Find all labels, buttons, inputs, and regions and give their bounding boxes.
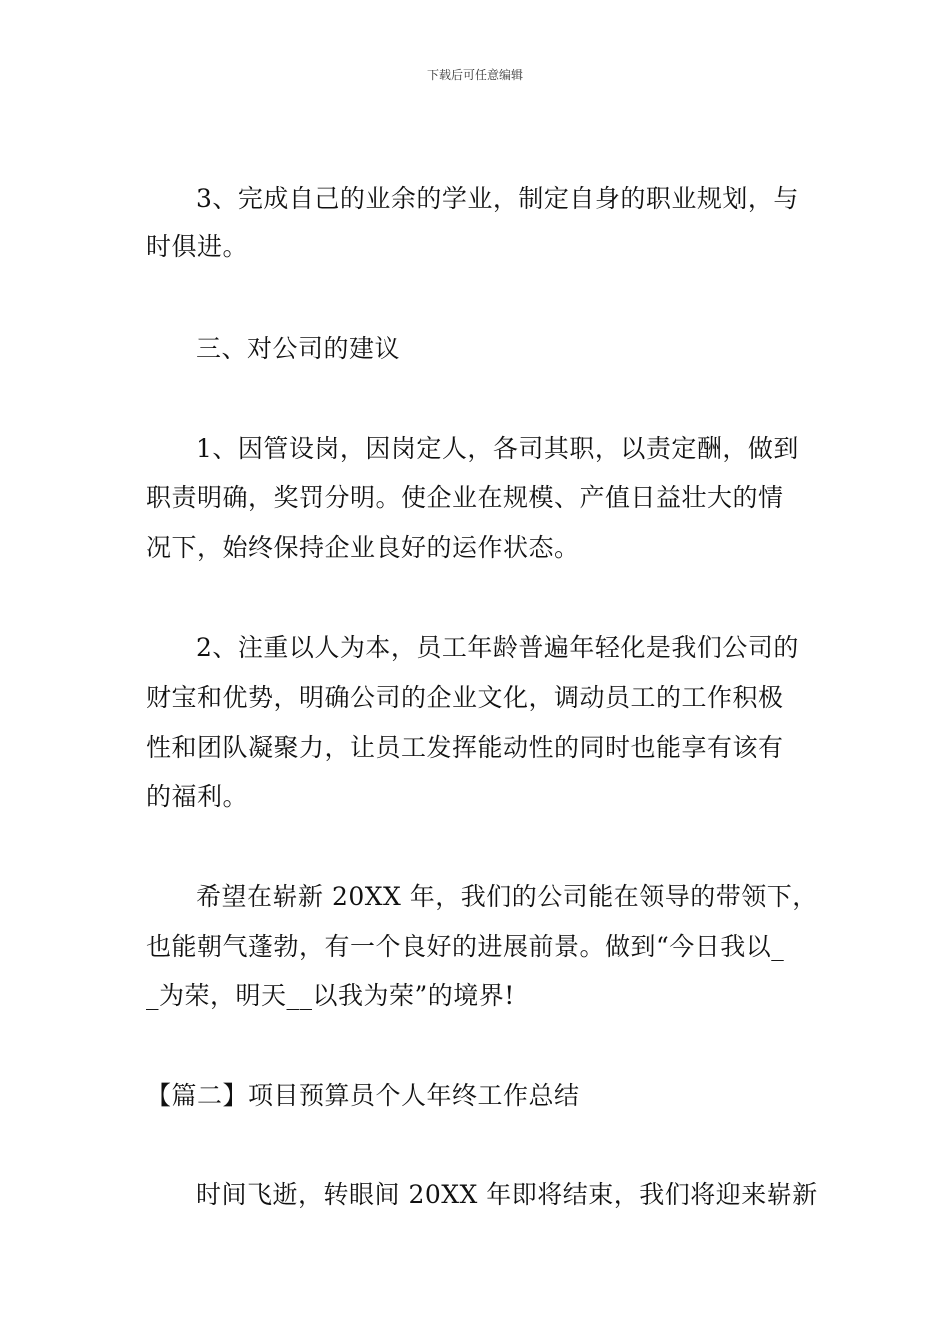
paragraph-line: 况下，始终保持企业良好的运作状态。 [146, 533, 580, 562]
paragraph-line: _为荣，明天__以我为荣”的境界! [146, 981, 515, 1010]
paragraph-line: 职责明确，奖罚分明。使企业在规模、产值日益壮大的情 [146, 483, 784, 512]
paragraph-line: 希望在崭新 20XX 年，我们的公司能在领导的带领下， [196, 882, 818, 911]
header-note: 下载后可任意编辑 [426, 68, 523, 82]
paragraph-line: 时间飞逝，转眼间 20XX 年即将结束，我们将迎来崭新 [196, 1180, 818, 1209]
paragraph-line: 的福利。 [146, 782, 249, 811]
paragraph-line: 也能朝气蓬勃，有一个良好的进展前景。做到“今日我以_ [146, 932, 785, 961]
paragraph-line: 时俱进。 [146, 232, 249, 261]
paragraph-line: 性和团队凝聚力，让员工发挥能动性的同时也能享有该有 [146, 733, 784, 762]
paragraph-line: 2、注重以人为本，员工年龄普遍年轻化是我们公司的 [196, 633, 799, 662]
paragraph-line: 3、完成自己的业余的学业，制定自身的职业规划，与 [196, 184, 799, 213]
article-heading: 【篇二】项目预算员个人年终工作总结 [146, 1081, 580, 1110]
paragraph-line: 1、因管设岗，因岗定人，各司其职，以责定酬，做到 [196, 434, 799, 463]
section-heading: 三、对公司的建议 [196, 334, 401, 363]
paragraph-line: 财宝和优势，明确公司的企业文化，调动员工的工作积极 [146, 683, 784, 712]
